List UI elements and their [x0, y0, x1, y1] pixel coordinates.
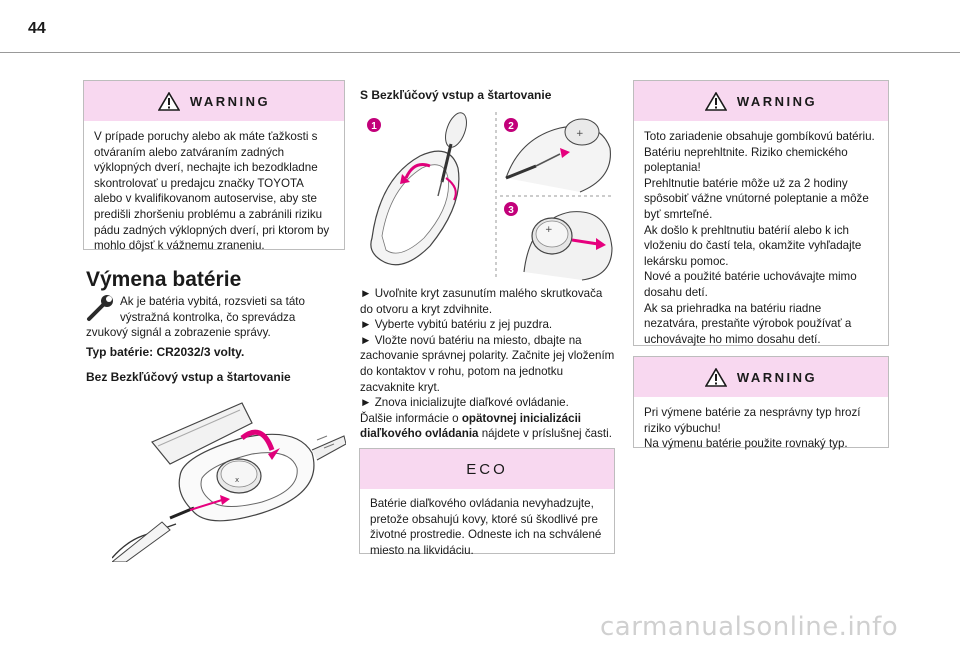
step-badge-3: 3 [508, 205, 514, 216]
intro-line: zvukový signál a zobrazenie správy. [86, 326, 271, 340]
instruction-step: ► Znova inicializujte diaľkové ovládanie. [360, 396, 569, 410]
warning-line: Toto zariadenie obsahuje gombíkovú batériu. [644, 130, 875, 143]
warning-header [634, 357, 888, 397]
intro-text [86, 294, 346, 341]
warning-box-left [83, 80, 345, 253]
warning-header [84, 81, 344, 121]
key-fob-illustration [112, 398, 346, 562]
eco-box [359, 448, 615, 557]
page-number: 44 [28, 20, 46, 37]
battery-type: Typ batérie: CR2032/3 volty. [86, 345, 245, 359]
warning-text: V prípade poruchy alebo ak máte ťažkosti s otváraním alebo zatváraním zadných výklopných dverí, nechajte ich bezodkladne skontrolovať u predajcu značky TOYOTA alebo v kvalifikovanom autoservise, aby ste predišli zhoršeniu problému a zabránili riziku pádu zadných výklopných dverí, pri ktorom by mohlo dôjsť k vážnemu zraneniu. [94, 130, 330, 253]
warning-line: Na výmenu batérie použite rovnaký typ. [644, 437, 848, 451]
warning-triangle-icon [705, 368, 727, 387]
instruction-step: ► Uvoľnite kryt zasunutím malého skrutkovača do otvoru a kryt zdvihnite. [360, 287, 603, 316]
warning-line: Batériu neprehltnite. Riziko chemického poleptania! [644, 145, 848, 175]
eco-title: ECO [466, 460, 508, 478]
warning-line: Nové a použité batérie uchovávajte mimo dosahu detí. [644, 270, 857, 299]
warning-triangle-icon [705, 92, 727, 111]
warning-title: WARNING [736, 93, 818, 109]
warning-triangle-icon [158, 92, 180, 111]
warning-header [634, 81, 888, 121]
warning-box-right-2 [633, 356, 889, 451]
warning-text [634, 397, 888, 460]
instructions [360, 286, 616, 442]
more-info-suffix: nájdete v príslušnej časti. [478, 427, 612, 441]
step-badge-1: 1 [371, 121, 377, 132]
svg-text:+: + [576, 129, 584, 139]
top-rule [0, 52, 960, 53]
warning-line: Ak došlo k prehltnutiu batérií alebo k ich vloženiu do častí tela, okamžite vyhľadajte lekársku pomoc. [644, 223, 862, 268]
warning-line: Ak sa priehradka na batériu riadne nezatvára, prestaňte výrobok používať a uchovávajte ho mimo dosahu detí. [644, 301, 852, 346]
section-title: Výmena batérie [86, 268, 242, 291]
more-info-prefix: Ďalšie informácie o [360, 411, 462, 425]
more-info [360, 411, 616, 442]
eco-text: Batérie diaľkového ovládania nevyhadzujte, pretože obsahujú kovy, ktoré sú škodlivé pre životné prostredie. Odneste ich na schválené miesto na likvidáciu. [370, 497, 602, 557]
svg-text:+: + [545, 225, 553, 235]
warning-title: WARNING [189, 93, 271, 109]
watermark: carmanualsonline.info [600, 612, 899, 642]
subheading-without-keyless: Bez Bezkľúčový vstup a štartovanie [86, 370, 291, 384]
intro-line: výstražná kontrolka, čo sprevádza [120, 310, 296, 324]
step-badge-2: 2 [508, 121, 514, 132]
warning-title: WARNING [736, 369, 818, 385]
eco-header [360, 449, 614, 489]
warning-box-right-1 [633, 80, 889, 346]
instruction-step: ► Vložte novú batériu na miesto, dbajte na zachovanie správnej polarity. Začnite jej vložením do kontaktov v rohu, potom na jednotku zacvaknite kryt. [360, 333, 615, 394]
more-info-link-text: opätovnej inicializácii diaľkového ovládania [360, 411, 582, 441]
intro-line: Ak je batéria vybitá, rozsvieti sa táto [120, 295, 305, 308]
warning-text [634, 121, 888, 355]
warning-line: Pri výmene batérie za nesprávny typ hrozí riziko výbuchu! [644, 406, 861, 435]
instruction-step: ► Vyberte vybitú batériu z jej puzdra. [360, 318, 553, 332]
keyless-battery-illustration [360, 108, 616, 284]
subheading-with-keyless: S Bezkľúčový vstup a štartovanie [360, 88, 552, 102]
svg-text:x: x [235, 476, 240, 484]
warning-line: Prehltnutie batérie môže už za 2 hodiny spôsobiť vážne vnútorné poleptanie a môže byť smrteľné. [644, 176, 869, 221]
